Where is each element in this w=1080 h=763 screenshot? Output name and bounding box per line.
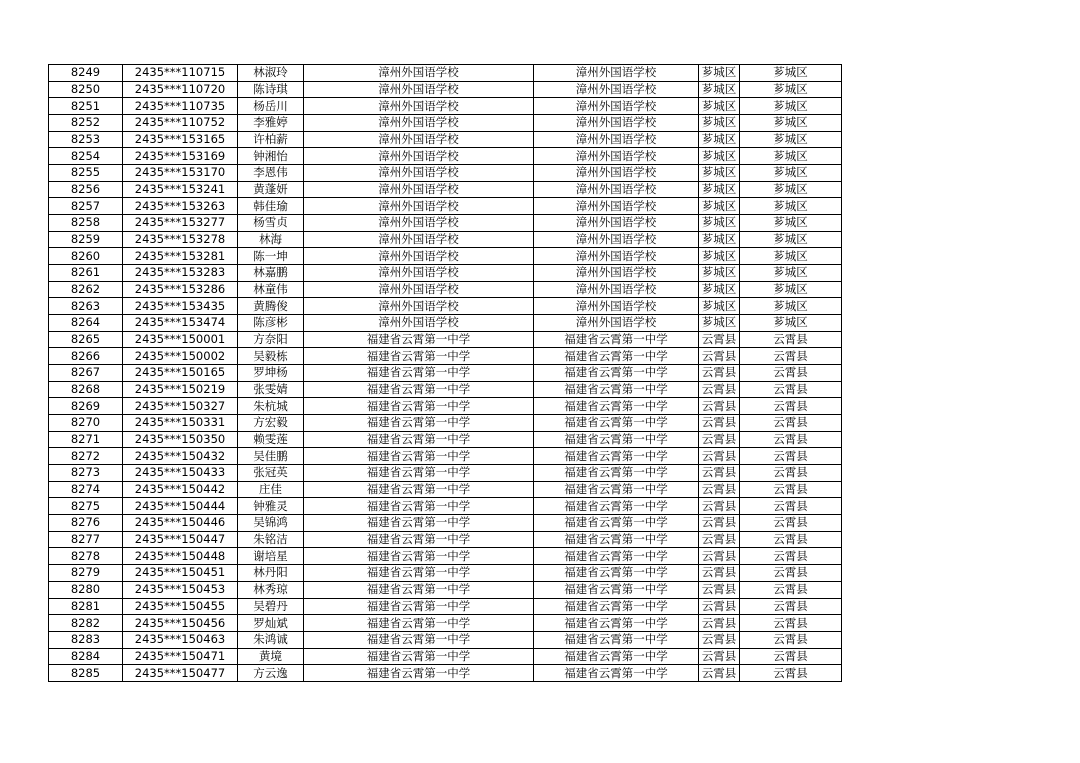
admission-district-cell: 云霄县 bbox=[740, 648, 842, 665]
admission-district-cell: 芗城区 bbox=[740, 81, 842, 98]
table-row bbox=[49, 398, 842, 415]
district-cell: 芗城区 bbox=[699, 81, 740, 98]
student-name-cell: 方云逸 bbox=[238, 665, 304, 682]
exam-id-cell: 2435***150448 bbox=[123, 548, 238, 565]
school-cell: 漳州外国语学校 bbox=[304, 281, 534, 298]
student-name-cell: 朱铭洁 bbox=[238, 531, 304, 548]
school-cell: 漳州外国语学校 bbox=[304, 131, 534, 148]
admitted-school-cell: 福建省云霄第一中学 bbox=[534, 331, 699, 348]
row-number-cell: 8256 bbox=[49, 181, 123, 198]
exam-id-cell: 2435***150432 bbox=[123, 448, 238, 465]
admitted-school-cell: 福建省云霄第一中学 bbox=[534, 548, 699, 565]
exam-id-cell: 2435***150456 bbox=[123, 615, 238, 632]
district-cell: 云霄县 bbox=[699, 531, 740, 548]
exam-id-cell: 2435***150442 bbox=[123, 481, 238, 498]
admission-district-cell: 云霄县 bbox=[740, 331, 842, 348]
school-cell: 漳州外国语学校 bbox=[304, 115, 534, 132]
row-number-cell: 8269 bbox=[49, 398, 123, 415]
district-cell: 云霄县 bbox=[699, 448, 740, 465]
admission-district-cell: 云霄县 bbox=[740, 448, 842, 465]
admission-district-cell: 云霄县 bbox=[740, 565, 842, 582]
school-cell: 漳州外国语学校 bbox=[304, 315, 534, 332]
row-number-cell: 8268 bbox=[49, 381, 123, 398]
admission-district-cell: 芗城区 bbox=[740, 148, 842, 165]
district-cell: 云霄县 bbox=[699, 348, 740, 365]
district-cell: 云霄县 bbox=[699, 648, 740, 665]
table-row bbox=[49, 415, 842, 432]
student-name-cell: 杨雪贞 bbox=[238, 215, 304, 232]
school-cell: 漳州外国语学校 bbox=[304, 148, 534, 165]
school-cell: 福建省云霄第一中学 bbox=[304, 665, 534, 682]
data-table bbox=[48, 64, 842, 682]
table-row bbox=[49, 381, 842, 398]
admitted-school-cell: 漳州外国语学校 bbox=[534, 181, 699, 198]
table-row bbox=[49, 331, 842, 348]
student-name-cell: 罗坤杨 bbox=[238, 365, 304, 382]
school-cell: 漳州外国语学校 bbox=[304, 298, 534, 315]
district-cell: 芗城区 bbox=[699, 98, 740, 115]
admission-district-cell: 芗城区 bbox=[740, 231, 842, 248]
student-name-cell: 林淑玲 bbox=[238, 65, 304, 82]
admitted-school-cell: 福建省云霄第一中学 bbox=[534, 648, 699, 665]
row-number-cell: 8285 bbox=[49, 665, 123, 682]
admitted-school-cell: 福建省云霄第一中学 bbox=[534, 581, 699, 598]
row-number-cell: 8253 bbox=[49, 131, 123, 148]
exam-id-cell: 2435***150444 bbox=[123, 498, 238, 515]
admitted-school-cell: 福建省云霄第一中学 bbox=[534, 481, 699, 498]
table-row bbox=[49, 315, 842, 332]
row-number-cell: 8258 bbox=[49, 215, 123, 232]
district-cell: 云霄县 bbox=[699, 615, 740, 632]
admission-district-cell: 云霄县 bbox=[740, 498, 842, 515]
table-row bbox=[49, 298, 842, 315]
admitted-school-cell: 漳州外国语学校 bbox=[534, 98, 699, 115]
school-cell: 福建省云霄第一中学 bbox=[304, 465, 534, 482]
exam-id-cell: 2435***150350 bbox=[123, 431, 238, 448]
table-row bbox=[49, 65, 842, 82]
school-cell: 漳州外国语学校 bbox=[304, 215, 534, 232]
district-cell: 芗城区 bbox=[699, 248, 740, 265]
admitted-school-cell: 漳州外国语学校 bbox=[534, 231, 699, 248]
student-name-cell: 林秀琼 bbox=[238, 581, 304, 598]
row-number-cell: 8262 bbox=[49, 281, 123, 298]
admitted-school-cell: 漳州外国语学校 bbox=[534, 265, 699, 282]
school-cell: 福建省云霄第一中学 bbox=[304, 515, 534, 532]
student-name-cell: 钟雅灵 bbox=[238, 498, 304, 515]
district-cell: 芗城区 bbox=[699, 181, 740, 198]
admission-district-cell: 云霄县 bbox=[740, 481, 842, 498]
exam-id-cell: 2435***110715 bbox=[123, 65, 238, 82]
student-name-cell: 吴毅栋 bbox=[238, 348, 304, 365]
row-number-cell: 8261 bbox=[49, 265, 123, 282]
district-cell: 云霄县 bbox=[699, 565, 740, 582]
admission-district-cell: 芗城区 bbox=[740, 265, 842, 282]
row-number-cell: 8255 bbox=[49, 165, 123, 182]
school-cell: 福建省云霄第一中学 bbox=[304, 565, 534, 582]
exam-id-cell: 2435***150477 bbox=[123, 665, 238, 682]
table-row bbox=[49, 531, 842, 548]
exam-id-cell: 2435***110720 bbox=[123, 81, 238, 98]
school-cell: 福建省云霄第一中学 bbox=[304, 381, 534, 398]
exam-id-cell: 2435***153283 bbox=[123, 265, 238, 282]
admitted-school-cell: 福建省云霄第一中学 bbox=[534, 565, 699, 582]
student-name-cell: 朱杭城 bbox=[238, 398, 304, 415]
admission-district-cell: 云霄县 bbox=[740, 431, 842, 448]
school-cell: 福建省云霄第一中学 bbox=[304, 481, 534, 498]
admitted-school-cell: 漳州外国语学校 bbox=[534, 281, 699, 298]
exam-id-cell: 2435***153281 bbox=[123, 248, 238, 265]
admission-district-cell: 云霄县 bbox=[740, 581, 842, 598]
row-number-cell: 8282 bbox=[49, 615, 123, 632]
district-cell: 云霄县 bbox=[699, 581, 740, 598]
admitted-school-cell: 漳州外国语学校 bbox=[534, 65, 699, 82]
district-cell: 芗城区 bbox=[699, 265, 740, 282]
row-number-cell: 8270 bbox=[49, 415, 123, 432]
admitted-school-cell: 漳州外国语学校 bbox=[534, 198, 699, 215]
row-number-cell: 8275 bbox=[49, 498, 123, 515]
admitted-school-cell: 福建省云霄第一中学 bbox=[534, 348, 699, 365]
school-cell: 福建省云霄第一中学 bbox=[304, 415, 534, 432]
student-name-cell: 罗灿斌 bbox=[238, 615, 304, 632]
student-name-cell: 李雅婷 bbox=[238, 115, 304, 132]
admitted-school-cell: 福建省云霄第一中学 bbox=[534, 598, 699, 615]
district-cell: 芗城区 bbox=[699, 115, 740, 132]
school-cell: 漳州外国语学校 bbox=[304, 248, 534, 265]
admission-district-cell: 芗城区 bbox=[740, 248, 842, 265]
row-number-cell: 8279 bbox=[49, 565, 123, 582]
admitted-school-cell: 漳州外国语学校 bbox=[534, 298, 699, 315]
district-cell: 云霄县 bbox=[699, 365, 740, 382]
school-cell: 福建省云霄第一中学 bbox=[304, 531, 534, 548]
admitted-school-cell: 漳州外国语学校 bbox=[534, 81, 699, 98]
table-row bbox=[49, 581, 842, 598]
admitted-school-cell: 福建省云霄第一中学 bbox=[534, 631, 699, 648]
row-number-cell: 8264 bbox=[49, 315, 123, 332]
school-cell: 漳州外国语学校 bbox=[304, 165, 534, 182]
admitted-school-cell: 福建省云霄第一中学 bbox=[534, 515, 699, 532]
school-cell: 福建省云霄第一中学 bbox=[304, 648, 534, 665]
student-name-cell: 方奈阳 bbox=[238, 331, 304, 348]
student-name-cell: 林童伟 bbox=[238, 281, 304, 298]
table-row bbox=[49, 265, 842, 282]
admission-district-cell: 云霄县 bbox=[740, 531, 842, 548]
exam-id-cell: 2435***150331 bbox=[123, 415, 238, 432]
exam-id-cell: 2435***153277 bbox=[123, 215, 238, 232]
table-body bbox=[49, 65, 842, 682]
student-name-cell: 韩佳瑜 bbox=[238, 198, 304, 215]
table-row bbox=[49, 665, 842, 682]
row-number-cell: 8259 bbox=[49, 231, 123, 248]
admitted-school-cell: 漳州外国语学校 bbox=[534, 131, 699, 148]
district-cell: 云霄县 bbox=[699, 381, 740, 398]
school-cell: 福建省云霄第一中学 bbox=[304, 548, 534, 565]
admission-district-cell: 云霄县 bbox=[740, 548, 842, 565]
admitted-school-cell: 漳州外国语学校 bbox=[534, 215, 699, 232]
student-name-cell: 张雯婧 bbox=[238, 381, 304, 398]
admitted-school-cell: 漳州外国语学校 bbox=[534, 315, 699, 332]
row-number-cell: 8252 bbox=[49, 115, 123, 132]
admitted-school-cell: 漳州外国语学校 bbox=[534, 148, 699, 165]
table-row bbox=[49, 348, 842, 365]
table-row bbox=[49, 565, 842, 582]
school-cell: 福建省云霄第一中学 bbox=[304, 498, 534, 515]
admitted-school-cell: 福建省云霄第一中学 bbox=[534, 381, 699, 398]
exam-id-cell: 2435***150455 bbox=[123, 598, 238, 615]
admission-district-cell: 芗城区 bbox=[740, 131, 842, 148]
exam-id-cell: 2435***150471 bbox=[123, 648, 238, 665]
district-cell: 芗城区 bbox=[699, 315, 740, 332]
exam-id-cell: 2435***150001 bbox=[123, 331, 238, 348]
district-cell: 云霄县 bbox=[699, 465, 740, 482]
admitted-school-cell: 漳州外国语学校 bbox=[534, 165, 699, 182]
district-cell: 云霄县 bbox=[699, 548, 740, 565]
admitted-school-cell: 福建省云霄第一中学 bbox=[534, 531, 699, 548]
exam-id-cell: 2435***150327 bbox=[123, 398, 238, 415]
admission-district-cell: 芗城区 bbox=[740, 98, 842, 115]
table-row bbox=[49, 198, 842, 215]
admitted-school-cell: 福建省云霄第一中学 bbox=[534, 365, 699, 382]
table-row bbox=[49, 498, 842, 515]
student-name-cell: 李恩伟 bbox=[238, 165, 304, 182]
school-cell: 漳州外国语学校 bbox=[304, 265, 534, 282]
exam-id-cell: 2435***150219 bbox=[123, 381, 238, 398]
student-name-cell: 林海 bbox=[238, 231, 304, 248]
district-cell: 芗城区 bbox=[699, 231, 740, 248]
student-name-cell: 林嘉鹏 bbox=[238, 265, 304, 282]
student-name-cell: 谢培星 bbox=[238, 548, 304, 565]
admission-district-cell: 芗城区 bbox=[740, 115, 842, 132]
exam-id-cell: 2435***150451 bbox=[123, 565, 238, 582]
exam-id-cell: 2435***150433 bbox=[123, 465, 238, 482]
student-name-cell: 林丹阳 bbox=[238, 565, 304, 582]
row-number-cell: 8276 bbox=[49, 515, 123, 532]
school-cell: 福建省云霄第一中学 bbox=[304, 348, 534, 365]
student-name-cell: 朱鸿诚 bbox=[238, 631, 304, 648]
admission-district-cell: 芗城区 bbox=[740, 298, 842, 315]
admission-district-cell: 云霄县 bbox=[740, 598, 842, 615]
row-number-cell: 8265 bbox=[49, 331, 123, 348]
student-name-cell: 黄蓬妍 bbox=[238, 181, 304, 198]
student-name-cell: 黄境 bbox=[238, 648, 304, 665]
admission-district-cell: 芗城区 bbox=[740, 281, 842, 298]
school-cell: 漳州外国语学校 bbox=[304, 231, 534, 248]
table-row bbox=[49, 598, 842, 615]
row-number-cell: 8251 bbox=[49, 98, 123, 115]
district-cell: 芗城区 bbox=[699, 298, 740, 315]
admission-district-cell: 云霄县 bbox=[740, 465, 842, 482]
exam-id-cell: 2435***110752 bbox=[123, 115, 238, 132]
admission-district-cell: 芗城区 bbox=[740, 315, 842, 332]
table-row bbox=[49, 248, 842, 265]
admission-district-cell: 芗城区 bbox=[740, 215, 842, 232]
table-row bbox=[49, 215, 842, 232]
admitted-school-cell: 福建省云霄第一中学 bbox=[534, 465, 699, 482]
student-name-cell: 吴锦鸿 bbox=[238, 515, 304, 532]
exam-id-cell: 2435***150002 bbox=[123, 348, 238, 365]
table-row bbox=[49, 148, 842, 165]
school-cell: 漳州外国语学校 bbox=[304, 198, 534, 215]
table-row bbox=[49, 365, 842, 382]
student-name-cell: 钟湘怡 bbox=[238, 148, 304, 165]
table-row bbox=[49, 631, 842, 648]
exam-id-cell: 2435***150165 bbox=[123, 365, 238, 382]
district-cell: 云霄县 bbox=[699, 665, 740, 682]
admitted-school-cell: 福建省云霄第一中学 bbox=[534, 665, 699, 682]
row-number-cell: 8278 bbox=[49, 548, 123, 565]
exam-id-cell: 2435***153263 bbox=[123, 198, 238, 215]
row-number-cell: 8272 bbox=[49, 448, 123, 465]
admitted-school-cell: 福建省云霄第一中学 bbox=[534, 498, 699, 515]
row-number-cell: 8257 bbox=[49, 198, 123, 215]
admission-district-cell: 云霄县 bbox=[740, 631, 842, 648]
district-cell: 芗城区 bbox=[699, 65, 740, 82]
school-cell: 福建省云霄第一中学 bbox=[304, 365, 534, 382]
admission-district-cell: 云霄县 bbox=[740, 665, 842, 682]
admission-district-cell: 云霄县 bbox=[740, 515, 842, 532]
row-number-cell: 8263 bbox=[49, 298, 123, 315]
district-cell: 云霄县 bbox=[699, 481, 740, 498]
exam-id-cell: 2435***153170 bbox=[123, 165, 238, 182]
table-row bbox=[49, 181, 842, 198]
student-name-cell: 陈一坤 bbox=[238, 248, 304, 265]
student-name-cell: 吴佳鹏 bbox=[238, 448, 304, 465]
school-cell: 福建省云霄第一中学 bbox=[304, 598, 534, 615]
admitted-school-cell: 福建省云霄第一中学 bbox=[534, 448, 699, 465]
district-cell: 云霄县 bbox=[699, 515, 740, 532]
district-cell: 云霄县 bbox=[699, 398, 740, 415]
row-number-cell: 8249 bbox=[49, 65, 123, 82]
school-cell: 漳州外国语学校 bbox=[304, 98, 534, 115]
row-number-cell: 8283 bbox=[49, 631, 123, 648]
table-row bbox=[49, 231, 842, 248]
table-row bbox=[49, 115, 842, 132]
student-name-cell: 张冠英 bbox=[238, 465, 304, 482]
school-cell: 福建省云霄第一中学 bbox=[304, 331, 534, 348]
district-cell: 云霄县 bbox=[699, 498, 740, 515]
exam-id-cell: 2435***150453 bbox=[123, 581, 238, 598]
exam-id-cell: 2435***150463 bbox=[123, 631, 238, 648]
row-number-cell: 8250 bbox=[49, 81, 123, 98]
table-row bbox=[49, 281, 842, 298]
row-number-cell: 8284 bbox=[49, 648, 123, 665]
admitted-school-cell: 漳州外国语学校 bbox=[534, 248, 699, 265]
district-cell: 云霄县 bbox=[699, 598, 740, 615]
exam-id-cell: 2435***153278 bbox=[123, 231, 238, 248]
admission-district-cell: 云霄县 bbox=[740, 348, 842, 365]
district-cell: 芗城区 bbox=[699, 165, 740, 182]
exam-id-cell: 2435***150446 bbox=[123, 515, 238, 532]
row-number-cell: 8273 bbox=[49, 465, 123, 482]
table-row bbox=[49, 465, 842, 482]
student-name-cell: 庄佳 bbox=[238, 481, 304, 498]
table-row bbox=[49, 81, 842, 98]
student-name-cell: 陈诗琪 bbox=[238, 81, 304, 98]
admission-district-cell: 芗城区 bbox=[740, 165, 842, 182]
district-cell: 芗城区 bbox=[699, 215, 740, 232]
row-number-cell: 8266 bbox=[49, 348, 123, 365]
row-number-cell: 8274 bbox=[49, 481, 123, 498]
school-cell: 福建省云霄第一中学 bbox=[304, 581, 534, 598]
student-name-cell: 吴碧丹 bbox=[238, 598, 304, 615]
admitted-school-cell: 福建省云霄第一中学 bbox=[534, 615, 699, 632]
student-name-cell: 陈彦彬 bbox=[238, 315, 304, 332]
row-number-cell: 8280 bbox=[49, 581, 123, 598]
district-cell: 云霄县 bbox=[699, 331, 740, 348]
table-row bbox=[49, 648, 842, 665]
admission-district-cell: 芗城区 bbox=[740, 198, 842, 215]
student-name-cell: 赖雯莲 bbox=[238, 431, 304, 448]
district-cell: 云霄县 bbox=[699, 415, 740, 432]
table-row bbox=[49, 98, 842, 115]
exam-id-cell: 2435***153474 bbox=[123, 315, 238, 332]
admission-district-cell: 芗城区 bbox=[740, 181, 842, 198]
exam-id-cell: 2435***153435 bbox=[123, 298, 238, 315]
school-cell: 漳州外国语学校 bbox=[304, 181, 534, 198]
table-row bbox=[49, 431, 842, 448]
exam-id-cell: 2435***150447 bbox=[123, 531, 238, 548]
admission-district-cell: 芗城区 bbox=[740, 65, 842, 82]
student-name-cell: 方宏毅 bbox=[238, 415, 304, 432]
student-name-cell: 许柏薪 bbox=[238, 131, 304, 148]
admission-district-cell: 云霄县 bbox=[740, 381, 842, 398]
exam-id-cell: 2435***110735 bbox=[123, 98, 238, 115]
table-row bbox=[49, 481, 842, 498]
admission-district-cell: 云霄县 bbox=[740, 415, 842, 432]
district-cell: 芗城区 bbox=[699, 198, 740, 215]
school-cell: 福建省云霄第一中学 bbox=[304, 431, 534, 448]
table-row bbox=[49, 131, 842, 148]
exam-id-cell: 2435***153165 bbox=[123, 131, 238, 148]
row-number-cell: 8260 bbox=[49, 248, 123, 265]
table-row bbox=[49, 165, 842, 182]
school-cell: 福建省云霄第一中学 bbox=[304, 398, 534, 415]
row-number-cell: 8277 bbox=[49, 531, 123, 548]
district-cell: 云霄县 bbox=[699, 431, 740, 448]
admission-district-cell: 云霄县 bbox=[740, 615, 842, 632]
school-cell: 福建省云霄第一中学 bbox=[304, 631, 534, 648]
table-row bbox=[49, 548, 842, 565]
exam-id-cell: 2435***153169 bbox=[123, 148, 238, 165]
student-name-cell: 杨岳川 bbox=[238, 98, 304, 115]
admission-district-cell: 云霄县 bbox=[740, 398, 842, 415]
admission-district-cell: 云霄县 bbox=[740, 365, 842, 382]
table-row bbox=[49, 615, 842, 632]
row-number-cell: 8254 bbox=[49, 148, 123, 165]
school-cell: 福建省云霄第一中学 bbox=[304, 448, 534, 465]
school-cell: 福建省云霄第一中学 bbox=[304, 615, 534, 632]
student-name-cell: 黄腾俊 bbox=[238, 298, 304, 315]
row-number-cell: 8267 bbox=[49, 365, 123, 382]
admitted-school-cell: 福建省云霄第一中学 bbox=[534, 431, 699, 448]
admitted-school-cell: 福建省云霄第一中学 bbox=[534, 398, 699, 415]
district-cell: 云霄县 bbox=[699, 631, 740, 648]
row-number-cell: 8281 bbox=[49, 598, 123, 615]
row-number-cell: 8271 bbox=[49, 431, 123, 448]
school-cell: 漳州外国语学校 bbox=[304, 81, 534, 98]
district-cell: 芗城区 bbox=[699, 281, 740, 298]
admitted-school-cell: 福建省云霄第一中学 bbox=[534, 415, 699, 432]
exam-id-cell: 2435***153241 bbox=[123, 181, 238, 198]
table-row bbox=[49, 448, 842, 465]
school-cell: 漳州外国语学校 bbox=[304, 65, 534, 82]
table-row bbox=[49, 515, 842, 532]
district-cell: 芗城区 bbox=[699, 131, 740, 148]
district-cell: 芗城区 bbox=[699, 148, 740, 165]
exam-id-cell: 2435***153286 bbox=[123, 281, 238, 298]
admitted-school-cell: 漳州外国语学校 bbox=[534, 115, 699, 132]
